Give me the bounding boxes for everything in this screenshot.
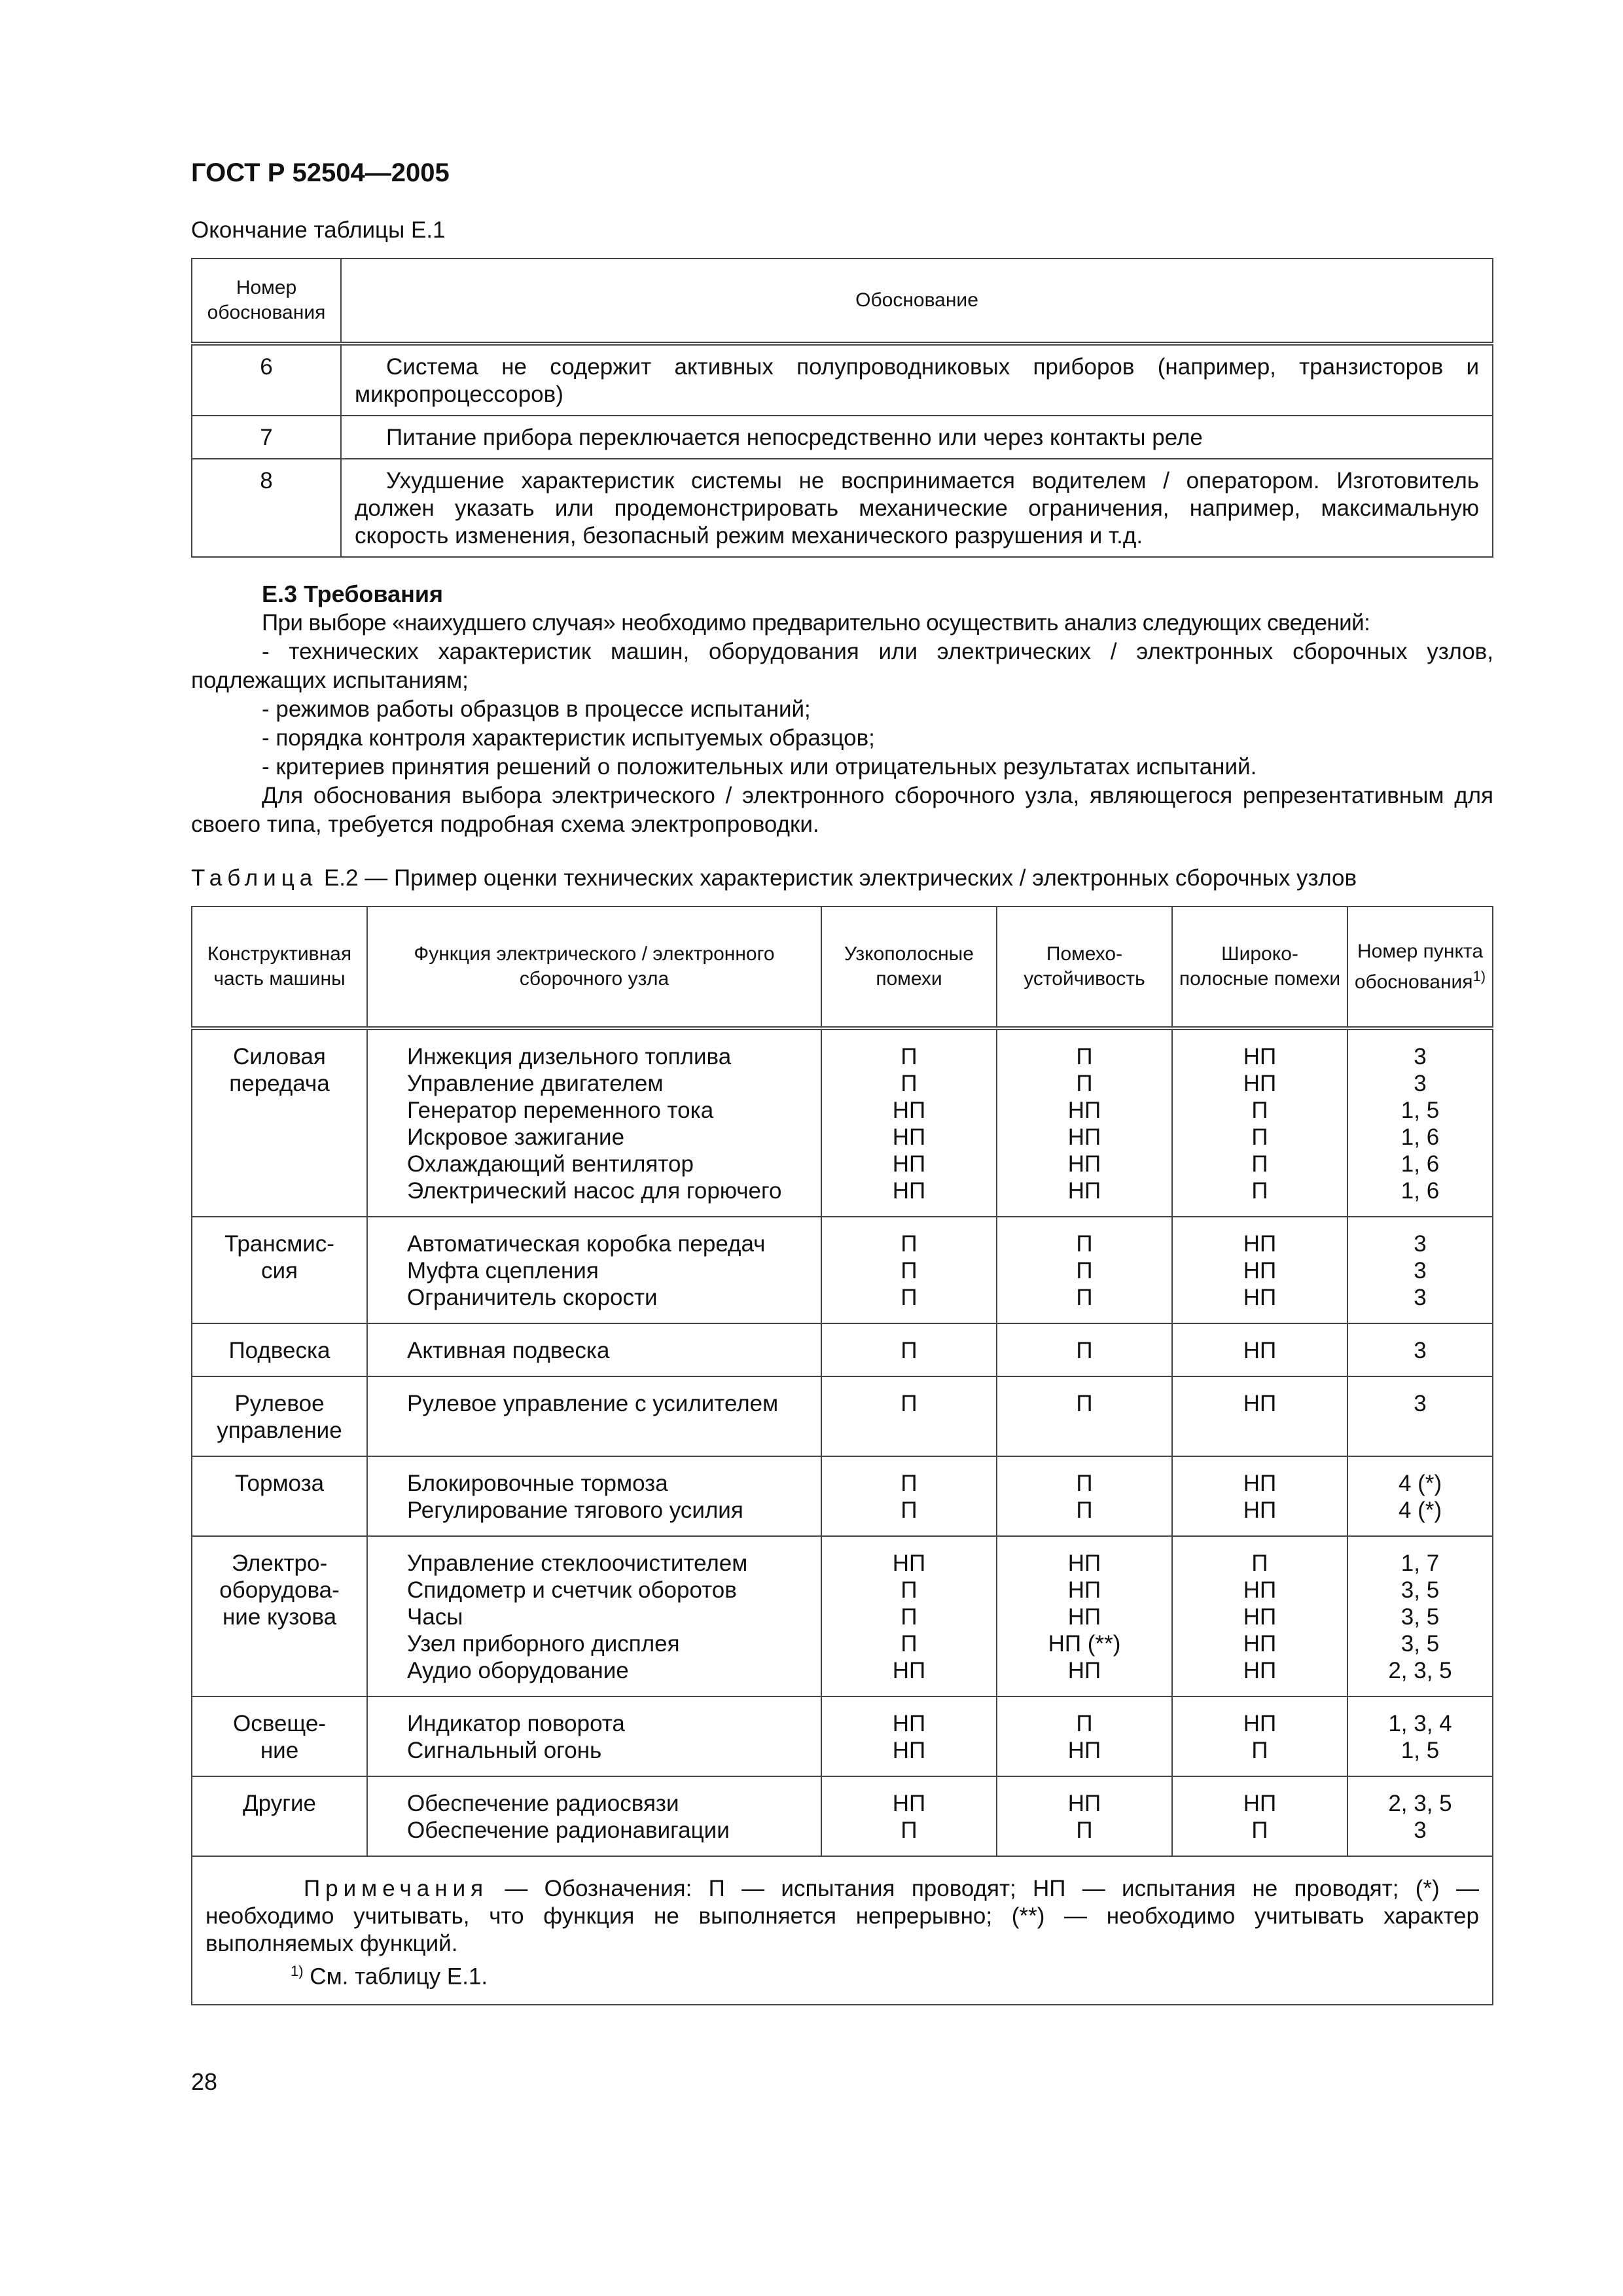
- table2-cell-immunity: П: [997, 1323, 1172, 1376]
- table2-cell-immunity: НП П: [997, 1776, 1172, 1856]
- table2-col-narrow: Узкополосные помехи: [821, 906, 997, 1028]
- section-list-item: - технических характеристик машин, оборудования или электрических / электронных сборочных узлов, подлежащих испытаниям;: [191, 639, 1493, 693]
- section-closing: Для обоснования выбора электрического / электронного сборочного узла, являющегося репрезентативным для своего типа, требуется подробная схема электропроводки.: [191, 783, 1493, 837]
- table2-cell-immunity: П: [997, 1376, 1172, 1456]
- table2-cell-ref: 2, 3, 5 3: [1347, 1776, 1493, 1856]
- table-e2: [191, 906, 1493, 2005]
- table2-group-row: [192, 1217, 1493, 1323]
- footnote-text: См. таблицу Е.1.: [303, 1964, 488, 1990]
- table1-row-text: Система не содержит активных полупроводниковых приборов (например, транзисторов и микропроцессоров): [341, 344, 1493, 416]
- table2-cell-part: Другие: [192, 1776, 367, 1856]
- table2-cell-ref: 3 3 3: [1347, 1217, 1493, 1323]
- table1-row-num: 7: [192, 416, 341, 459]
- table2-cell-narrow: НП П П П НП: [821, 1536, 997, 1696]
- table2-note: [192, 1856, 1493, 2005]
- table1-row: [192, 416, 1493, 459]
- table2-col-immunity: Помехо-устойчивость: [997, 906, 1172, 1028]
- table2-caption-text: Е.2 — Пример оценки технических характеристик электрических / электронных сборочных узлов: [317, 865, 1357, 891]
- table2-cell-func: Инжекция дизельного топлива Управление двигателем Генератор переменного тока Искровое зажигание Охлаждающий вентилятор Электрический насос для горючего: [367, 1028, 821, 1217]
- table2-cell-immunity: П П: [997, 1456, 1172, 1536]
- table2-caption: [191, 864, 1493, 893]
- document-header: ГОСТ Р 52504—2005: [191, 158, 450, 187]
- table2-cell-part: Силовая передача: [192, 1028, 367, 1217]
- table2-cell-wide: П НП НП НП НП: [1172, 1536, 1347, 1696]
- table2-cell-func: Блокировочные тормоза Регулирование тягового усилия: [367, 1456, 821, 1536]
- table2-cell-wide: НП: [1172, 1323, 1347, 1376]
- footnote-mark: 1): [291, 1963, 304, 1979]
- table2-group-row: [192, 1028, 1493, 1217]
- section-list: [191, 637, 1493, 781]
- table2-cell-narrow: П: [821, 1376, 997, 1456]
- table2-cell-immunity: П П П: [997, 1217, 1172, 1323]
- table2-col-ref: [1347, 906, 1493, 1028]
- table2-group-row: [192, 1776, 1493, 1856]
- note-label: Примечания: [304, 1876, 489, 1901]
- table2-group-row: [192, 1696, 1493, 1776]
- table1-caption: Окончание таблицы Е.1: [191, 217, 446, 243]
- table2-col-ref-sup: 1): [1472, 967, 1486, 984]
- table2-cell-narrow: НП НП: [821, 1696, 997, 1776]
- table2-cell-ref: 1, 3, 4 1, 5: [1347, 1696, 1493, 1776]
- table-e1: [191, 258, 1493, 558]
- table2-cell-func: Активная подвеска: [367, 1323, 821, 1376]
- table2-cell-wide: НП НП НП: [1172, 1217, 1347, 1323]
- table2-cell-part: Тормоза: [192, 1456, 367, 1536]
- table2-col-func: Функция электрического / электронного сборочного узла: [367, 906, 821, 1028]
- table2-cell-wide: НП НП: [1172, 1456, 1347, 1536]
- table2-cell-part: Подвеска: [192, 1323, 367, 1376]
- table2-cell-ref: 3: [1347, 1323, 1493, 1376]
- table1-row-num: 8: [192, 459, 341, 557]
- table2-group-row: [192, 1323, 1493, 1376]
- table2-col-part: Конструктивная часть машины: [192, 906, 367, 1028]
- table2-cell-ref: 1, 7 3, 5 3, 5 3, 5 2, 3, 5: [1347, 1536, 1493, 1696]
- table2-cell-wide: НП П: [1172, 1776, 1347, 1856]
- table1-row: [192, 459, 1493, 557]
- section-list-item: - критериев принятия решений о положительных или отрицательных результатах испытаний.: [262, 754, 1257, 780]
- table2-cell-ref: 4 (*) 4 (*): [1347, 1456, 1493, 1536]
- table2-cell-func: Управление стеклоочистителем Спидометр и счетчик оборотов Часы Узел приборного дисплея Аудио оборудование: [367, 1536, 821, 1696]
- table1-row-num: 6: [192, 344, 341, 416]
- table2-cell-narrow: НП П: [821, 1776, 997, 1856]
- table2-cell-func: Индикатор поворота Сигнальный огонь: [367, 1696, 821, 1776]
- document-page: [191, 157, 1493, 2005]
- table2-caption-label: Таблица: [191, 865, 318, 891]
- table2-cell-narrow: П П П: [821, 1217, 997, 1323]
- section-intro: При выборе «наихудшего случая» необходимо предварительно осуществить анализ следующих сведений:: [262, 610, 1370, 636]
- table2-cell-ref: 3: [1347, 1376, 1493, 1456]
- table2-col-wide: Широко-полосные помехи: [1172, 906, 1347, 1028]
- page-number: 28: [191, 2068, 218, 2095]
- table2-cell-wide: НП П: [1172, 1696, 1347, 1776]
- table2-col-ref-label: Номер пункта обоснования: [1354, 940, 1484, 993]
- table1-col-num: Номер обоснования: [192, 259, 341, 344]
- section-title: Е.3 Требования: [262, 581, 443, 607]
- table2-cell-narrow: П: [821, 1323, 997, 1376]
- section-list-item: - режимов работы образцов в процессе испытаний;: [262, 696, 811, 722]
- table1-row: [192, 344, 1493, 416]
- table2-cell-wide: НП: [1172, 1376, 1347, 1456]
- table2-group-row: [192, 1456, 1493, 1536]
- note-text: — Обозначения: П — испытания проводят; НП — испытания не проводят; (*) — необходимо учитывать, что функция не выполняется непрерывно; (**) — необходимо учитывать характер выполняемых функций.: [205, 1876, 1479, 1956]
- table1-row-text: Ухудшение характеристик системы не воспринимается водителем / оператором. Изготовитель должен указать или продемонстрировать механические ограничения, например, максимальную скорость изменения, безопасный режим механического разрушения и т.д.: [341, 459, 1493, 557]
- table2-cell-part: Трансмис- сия: [192, 1217, 367, 1323]
- table2-group-row: [192, 1536, 1493, 1696]
- table2-cell-immunity: П НП: [997, 1696, 1172, 1776]
- table2-group-row: [192, 1376, 1493, 1456]
- table2-cell-func: Обеспечение радиосвязи Обеспечение радионавигации: [367, 1776, 821, 1856]
- table2-cell-narrow: П П: [821, 1456, 997, 1536]
- table2-cell-part: Рулевое управление: [192, 1376, 367, 1456]
- table2-cell-immunity: П П НП НП НП НП: [997, 1028, 1172, 1217]
- table2-cell-part: Освеще- ние: [192, 1696, 367, 1776]
- table2-cell-func: Автоматическая коробка передач Муфта сцепления Ограничитель скорости: [367, 1217, 821, 1323]
- table2-cell-narrow: П П НП НП НП НП: [821, 1028, 997, 1217]
- table2-cell-part: Электро- оборудова- ние кузова: [192, 1536, 367, 1696]
- table2-cell-wide: НП НП П П П П: [1172, 1028, 1347, 1217]
- table2-cell-immunity: НП НП НП НП (**) НП: [997, 1536, 1172, 1696]
- table2-cell-func: Рулевое управление с усилителем: [367, 1376, 821, 1456]
- section-list-item: - порядка контроля характеристик испытуемых образцов;: [262, 725, 875, 751]
- table2-cell-ref: 3 3 1, 5 1, 6 1, 6 1, 6: [1347, 1028, 1493, 1217]
- table1-row-text: Питание прибора переключается непосредственно или через контакты реле: [341, 416, 1493, 459]
- table1-col-text: Обоснование: [341, 259, 1493, 344]
